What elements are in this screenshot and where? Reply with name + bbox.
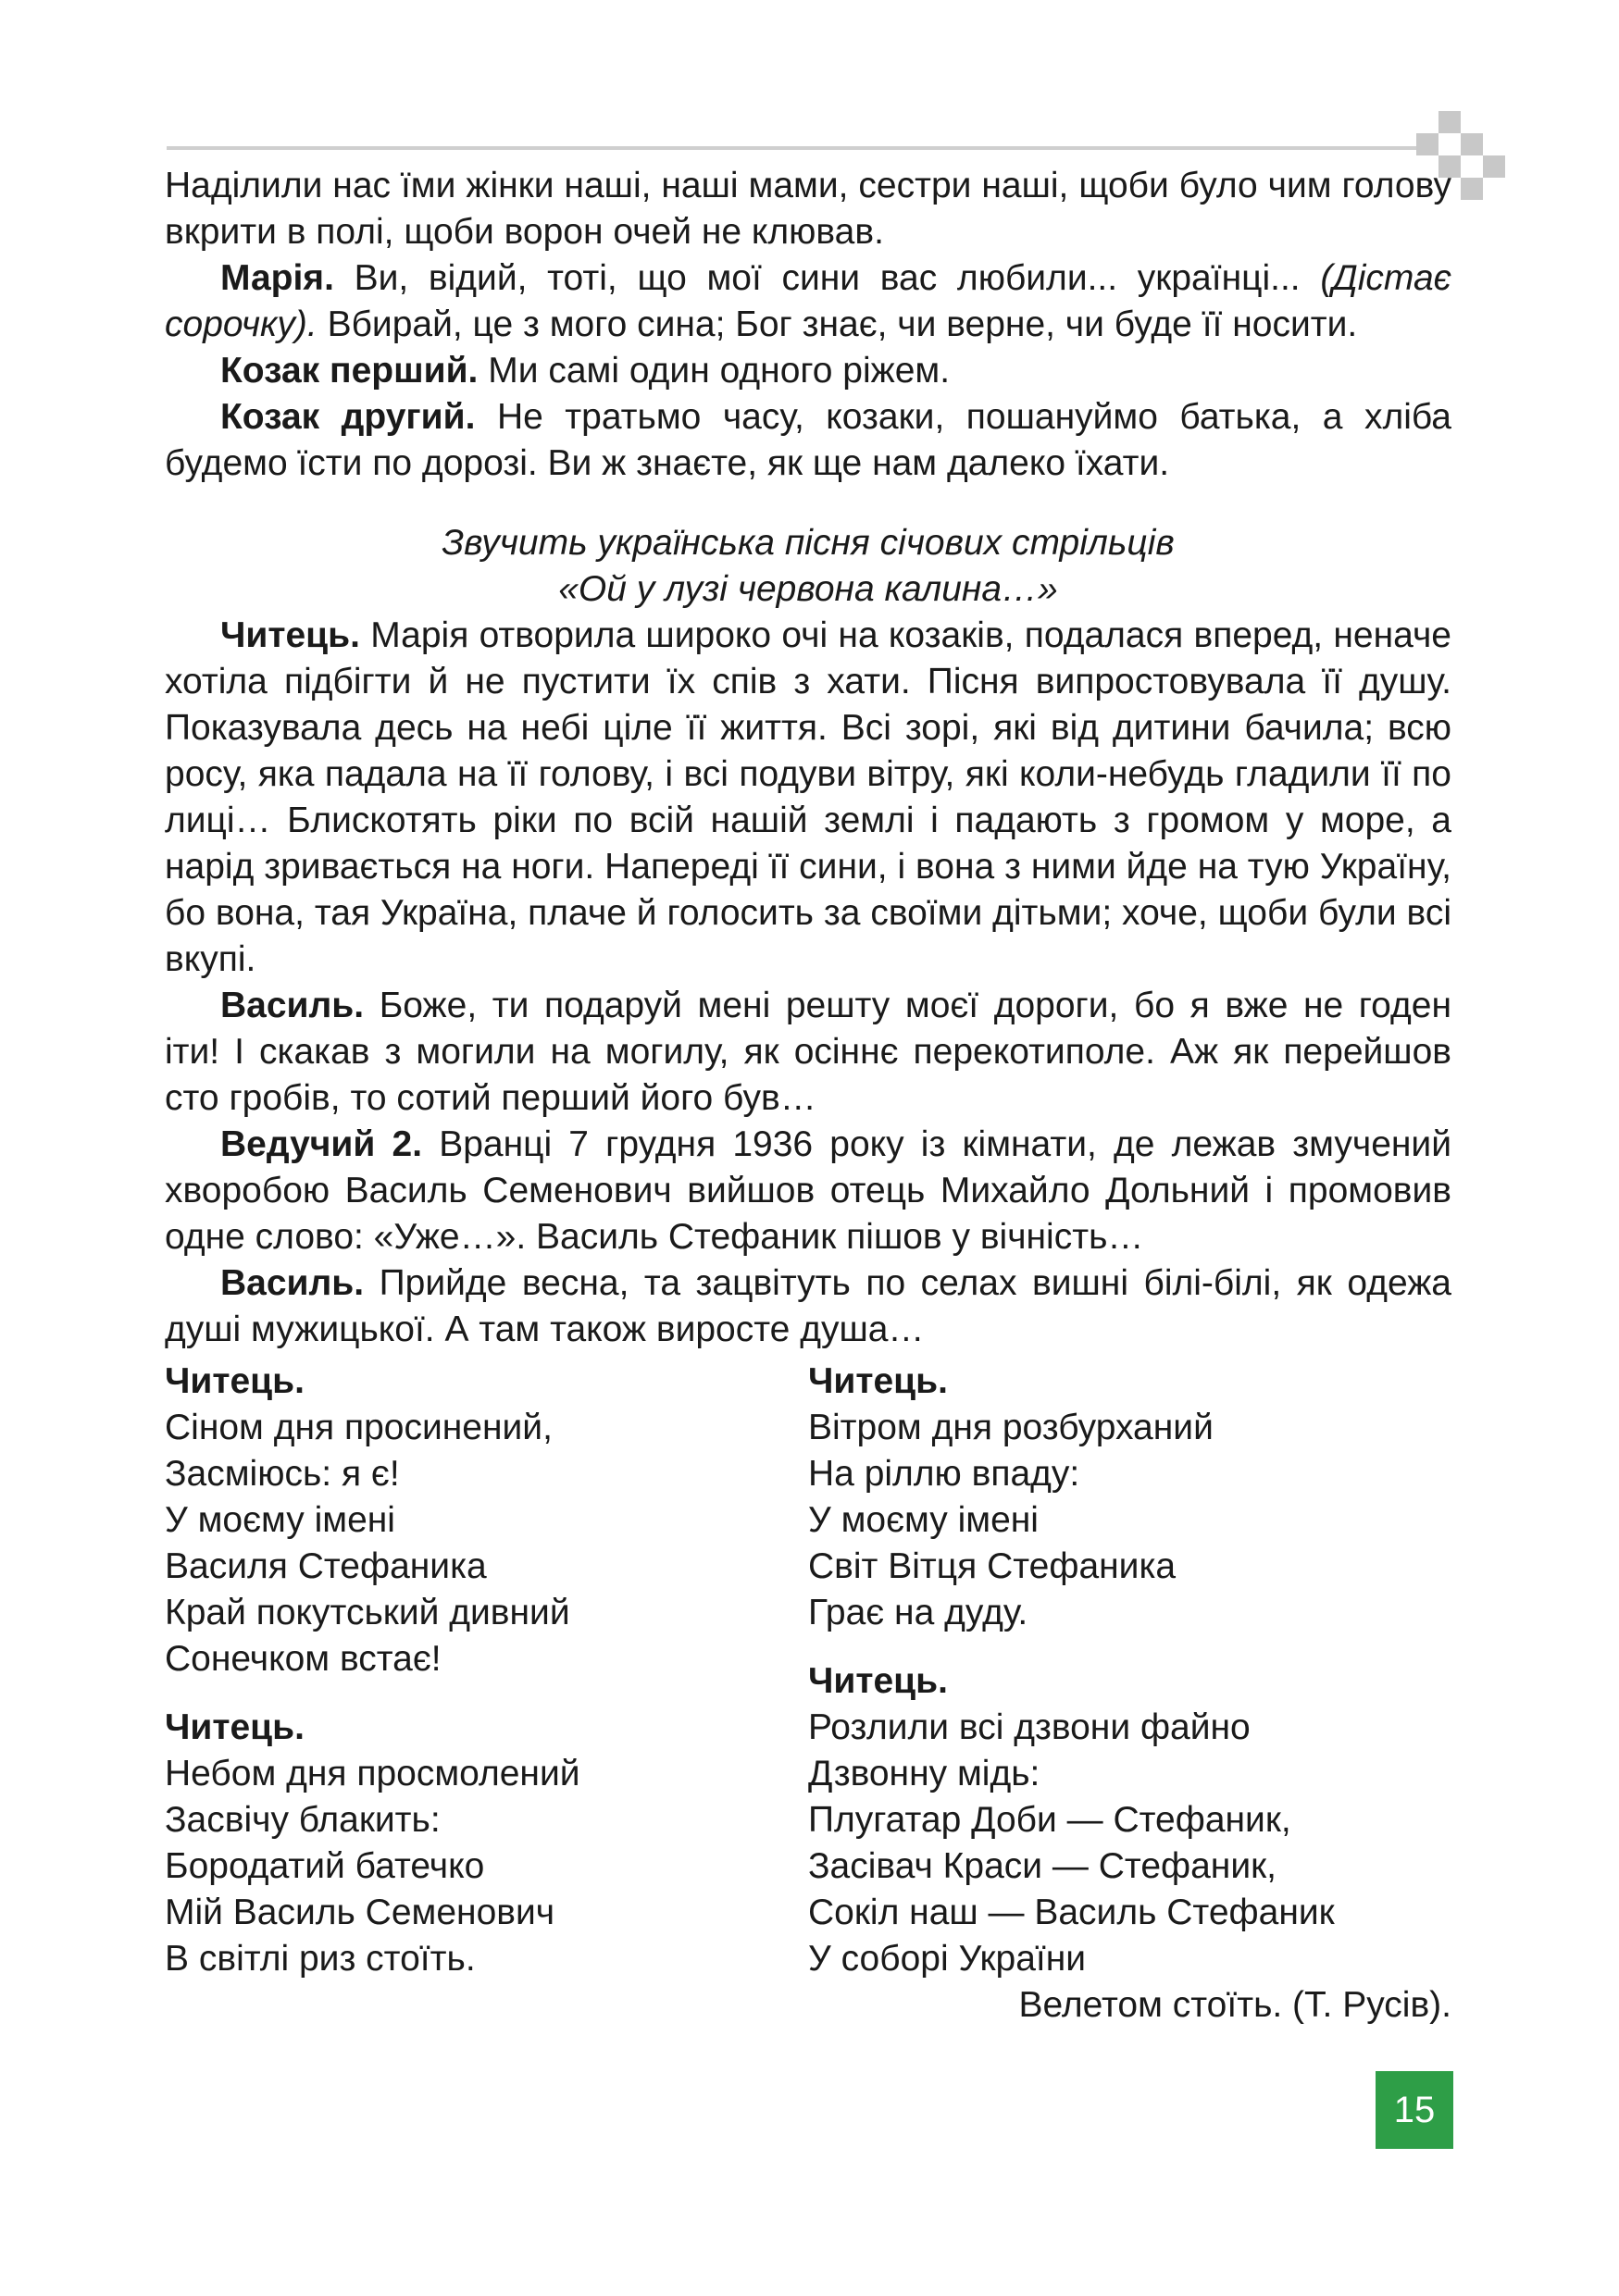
paragraph-text: Марія отворила широко очі на козаків, подалася вперед, неначе хотіла підбігти й не пустити їх спів з хати. Пісня випростовувала її душу. Показувала десь на небі ціле її життя. Всі зорі, які від дитини бачила; всю росу, яка падала на її голову, і всі подуви вітру, які коли-небудь гладили її по лиці… Блискотять ріки по всій нашій землі і падають з громом у море, а нарід зривається на ноги. Напереді її сини, і вона з ними йде на тую Україну, бо вона, тая Україна, плаче й голосить за своїми дітьми; хоче, щоби були всі вкупі. (165, 615, 1451, 979)
page-content (165, 163, 1451, 2029)
poem-line: Грає на дуду. (808, 1593, 1028, 1632)
poem-line: Вітром дня розбурханий (808, 1408, 1214, 1447)
speaker: Козак другий. (220, 397, 476, 437)
speaker: Ведучий 2. (220, 1124, 423, 1164)
paragraph-text: Вбирай, це з мого сина; Бог знає, чи верне, чи буде її носити. (317, 304, 1358, 344)
poem-line: Засівач Краси — Стефаник, (808, 1846, 1277, 1886)
paragraph-text: Прийде весна, та зацвітуть по селах вишні білі-білі, як одежа душі мужицької. А там також виросте душа… (165, 1263, 1451, 1349)
paragraph (165, 1122, 1451, 1260)
paragraph (165, 348, 1451, 394)
poem (165, 1359, 808, 1682)
paragraph (165, 613, 1451, 983)
poem-line: Розлили всі дзвони файно (808, 1707, 1251, 1747)
poem (165, 1705, 808, 1982)
poem-line: Мій Василь Семенович (165, 1893, 555, 1932)
poem-line: У соборі України (808, 1939, 1087, 1979)
poem-line: У моєму імені (165, 1500, 395, 1540)
poem-line: Засвічу блакить: (165, 1800, 441, 1840)
poem-line: Край покутський дивний (165, 1593, 570, 1632)
poem-line: Дзвонну мідь: (808, 1754, 1040, 1793)
header-rule (167, 146, 1416, 150)
paragraph-text: Вранці 7 грудня 1936 року із кімнати, де лежав змучений хворобою Василь Семенович вийшов отець Михайло Дольний і промовив одне слово: «Уже…». Василь Стефаник пішов у вічність… (165, 1124, 1451, 1257)
poem-line: Сокіл наш — Василь Стефаник (808, 1893, 1335, 1932)
poems-right-column (808, 1359, 1451, 2029)
poem-line: Василя Стефаника (165, 1546, 487, 1586)
poem-speaker: Читець. (165, 1361, 305, 1401)
paragraph-text: Боже, ти подаруй мені решту моєї дороги, бо я вже не годен іти! І скакав з могили на могилу, як осіннє перекотиполе. Аж як перейшов сто гробів, то сотий перший його був… (165, 986, 1451, 1118)
page-number: 15 (1376, 2071, 1453, 2149)
poem (808, 1658, 1451, 1982)
stage-note: (Дістає сорочку). (165, 258, 1451, 344)
poem-line: В світлі риз стоїть. (165, 1939, 476, 1979)
poem-line: На ріллю впаду: (808, 1454, 1080, 1494)
poem-line: Сіном дня просинений, (165, 1408, 553, 1447)
poem-speaker: Читець. (165, 1707, 305, 1747)
poem-line: Світ Вітця Стефаника (808, 1546, 1177, 1586)
poem-speaker: Читець. (808, 1361, 948, 1401)
paragraph-text: Ми самі один одного ріжем. (478, 351, 951, 391)
poem (808, 1359, 1451, 1636)
poem-line: Бородатий батечко (165, 1846, 485, 1886)
poems-left-column (165, 1359, 808, 2029)
speaker: Марія. (220, 258, 334, 298)
paragraph (165, 394, 1451, 487)
speaker: Козак перший. (220, 351, 479, 391)
stage-direction: Звучить українська пісня січових стрільців (442, 523, 1175, 563)
speaker: Василь. (220, 1263, 365, 1303)
poem-line: Плугатар Доби — Стефаник, (808, 1800, 1291, 1840)
poem-speaker: Читець. (808, 1661, 948, 1701)
poems (165, 1359, 1451, 2029)
poem-line: Небом дня просмолений (165, 1754, 580, 1793)
paragraph (165, 255, 1451, 348)
speaker: Василь. (220, 986, 365, 1025)
paragraph (165, 1260, 1451, 1353)
poem-line: Засміюсь: я є! (165, 1454, 400, 1494)
stage-direction: «Ой у лузі червона калина…» (558, 569, 1058, 609)
paragraph: Наділили нас їми жінки наші, наші мами, сестри наші, щоби було чим голову вкрити в полі, щоби ворон очей не клював. (165, 166, 1451, 252)
poem-line: У моєму імені (808, 1500, 1039, 1540)
speaker: Читець. (220, 615, 360, 655)
paragraph (165, 983, 1451, 1122)
poem-line: Сонечком встає! (165, 1639, 442, 1679)
paragraph-text: Не тратьмо часу, козаки, пошануймо батька, а хліба будемо їсти по дорозі. Ви ж знаєте, як ще нам далеко їхати. (165, 397, 1452, 483)
paragraph-text: Ви, відий, тоті, що мої сини вас любили... українці... (333, 258, 1321, 298)
signature-line: Велетом стоїть. (Т. Русів). (1018, 1985, 1451, 2025)
